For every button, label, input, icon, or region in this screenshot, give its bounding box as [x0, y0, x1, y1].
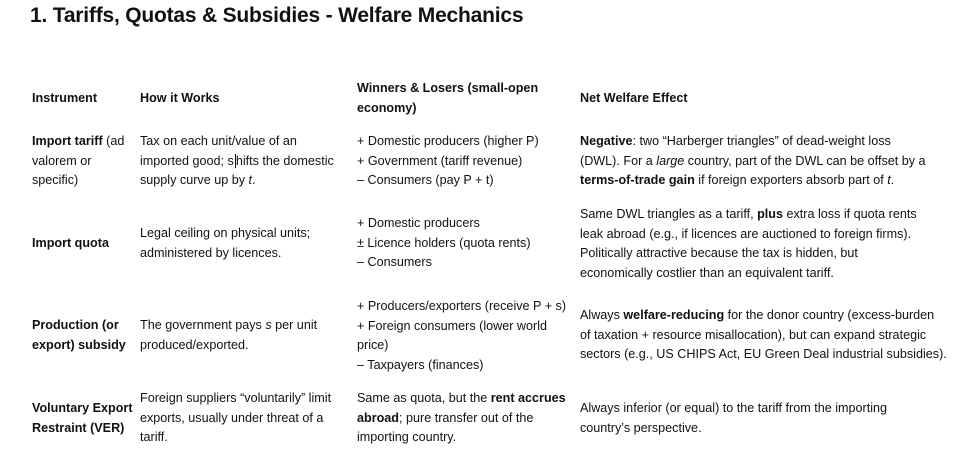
row-import-tariff-net: Negative: two “Harberger triangles” of dead-weight loss (DWL). For a large country, part of the DWL can be offset by a terms-of-trade gain if foreign exporters absorb part of t. — [580, 134, 926, 187]
header-net-welfare: Net Welfare Effect — [580, 91, 688, 105]
row-ver-net: Always inferior (or equal) to the tariff from the importing country’s perspective. — [580, 401, 888, 435]
header-winners-line-1: Winners & Losers (small-open — [357, 81, 539, 95]
row-import-tariff-how: Tax on each unit/value of an imported good; s hifts the domestic supply curve up by t. — [140, 134, 334, 187]
row-ver-instrument: Voluntary Export Restraint (VER) — [32, 401, 133, 435]
row-ver-winners: Same as quota, but the rent accrues abroad; pure transfer out of the importing country. — [357, 391, 566, 444]
page-title: 1. Tariffs, Quotas & Subsidies - Welfare Mechanics — [30, 4, 524, 27]
header-winners-losers — [357, 79, 577, 118]
row-import-tariff-winners: + Domestic producers (higher P) + Government (tariff revenue) – Consumers (pay P + t) — [357, 134, 539, 187]
instrument-label: Import tariff — [32, 134, 103, 148]
row-import-quota-how: Legal ceiling on physical units; administered by licences. — [140, 226, 311, 260]
row-subsidy-net: Always welfare-reducing for the donor country (excess-burden of taxation + resource misallocation), but can expand strategic sectors (e.g., US CHIPS Act, EU Green Deal industrial subsidies). — [580, 308, 947, 361]
header-instrument: Instrument — [32, 91, 98, 105]
row-import-tariff-instrument: Import tariff (ad valorem or specific) — [32, 134, 125, 187]
row-subsidy-winners: + Producers/exporters (receive P + s) + Foreign consumers (lower world price) – Taxpayers (finances) — [357, 299, 567, 372]
row-subsidy-instrument: Production (or export) subsidy — [32, 318, 126, 352]
text-cursor: hifts the domestic — [235, 153, 334, 168]
row-subsidy-how: The government pays s per unit produced/exported. — [140, 318, 318, 352]
row-ver-how: Foreign suppliers “voluntarily” limit exports, usually under threat of a tariff. — [140, 391, 332, 444]
header-winners-line-2: economy) — [357, 100, 417, 115]
row-import-quota-winners: + Domestic producers ± Licence holders (quota rents) – Consumers — [357, 216, 531, 269]
row-import-quota-instrument: Import quota — [32, 236, 109, 250]
row-import-quota-net: Same DWL triangles as a tariff, plus extra loss if quota rents leak abroad (e.g., if licences are auctioned to foreign firms). Politically attractive because the tax is hidden, but economically costlier than an equivalent tariff. — [580, 207, 917, 280]
header-how-it-works: How it Works — [140, 91, 220, 105]
